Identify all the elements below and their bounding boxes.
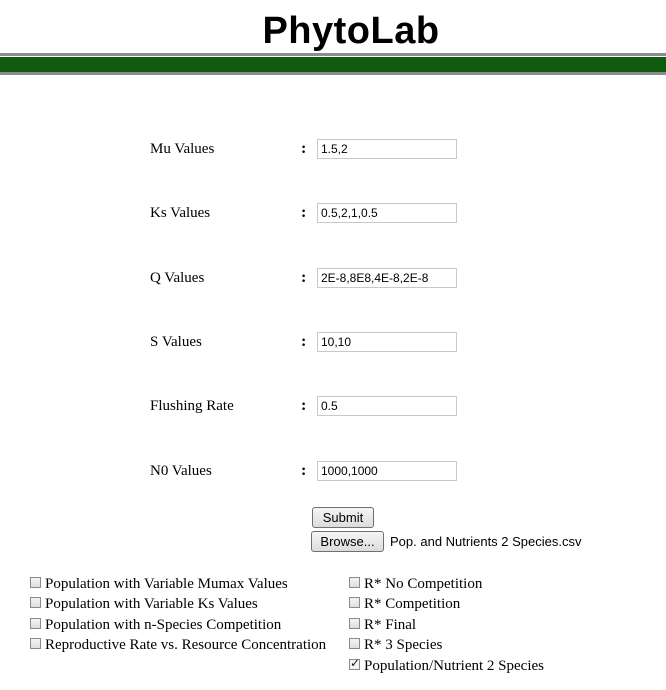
n0-values-input[interactable] — [317, 461, 457, 481]
option-label: R* Competition — [364, 596, 461, 612]
option-n-species-competition[interactable] — [30, 617, 281, 635]
option-rstar-competition[interactable] — [349, 596, 460, 614]
selected-file-name: Pop. and Nutrients 2 Species.csv — [390, 534, 582, 549]
page-title: PhytoLab — [262, 10, 440, 52]
header-rule-bottom — [0, 72, 666, 75]
checkbox[interactable] — [30, 638, 41, 649]
ks-values-label: Ks Values — [150, 205, 211, 221]
header-rule-top — [0, 53, 666, 56]
n0-values-label: N0 Values — [150, 463, 212, 479]
s-values-label: S Values — [150, 334, 202, 350]
checkbox[interactable] — [30, 618, 41, 629]
option-label: R* Final — [364, 617, 417, 633]
option-label: Population/Nutrient 2 Species — [364, 658, 544, 674]
checkbox[interactable] — [349, 597, 360, 608]
colon-separator: : — [301, 462, 307, 479]
option-reproductive-rate[interactable] — [30, 637, 326, 655]
option-label: R* No Competition — [364, 576, 483, 592]
mu-values-input[interactable] — [317, 139, 457, 159]
browse-button[interactable]: Browse... — [311, 531, 384, 552]
checkbox[interactable] — [30, 577, 41, 588]
option-label: R* 3 Species — [364, 637, 443, 653]
colon-separator: : — [301, 140, 307, 157]
s-values-input[interactable] — [317, 332, 457, 352]
option-rstar-3-species[interactable] — [349, 637, 442, 655]
checkbox[interactable] — [349, 638, 360, 649]
option-label: Population with Variable Mumax Values — [45, 576, 288, 592]
option-rstar-no-competition[interactable] — [349, 576, 482, 594]
colon-separator: : — [301, 269, 307, 286]
checkbox[interactable] — [349, 577, 360, 588]
option-label: Population with Variable Ks Values — [45, 596, 258, 612]
q-values-input[interactable] — [317, 268, 457, 288]
checkbox[interactable] — [349, 618, 360, 629]
checkbox-checked[interactable] — [349, 659, 360, 670]
colon-separator: : — [301, 397, 307, 414]
submit-button[interactable]: Submit — [312, 507, 374, 528]
option-label: Reproductive Rate vs. Resource Concentration — [45, 637, 327, 653]
colon-separator: : — [301, 333, 307, 350]
option-label: Population with n-Species Competition — [45, 617, 282, 633]
colon-separator: : — [301, 204, 307, 221]
checkbox[interactable] — [30, 597, 41, 608]
option-rstar-final[interactable] — [349, 617, 416, 635]
option-population-nutrient-2-species[interactable] — [349, 658, 544, 676]
flushing-rate-input[interactable] — [317, 396, 457, 416]
flushing-rate-label: Flushing Rate — [150, 398, 234, 414]
mu-values-label: Mu Values — [150, 141, 215, 157]
option-variable-ks[interactable] — [30, 596, 258, 614]
header-band — [0, 57, 666, 72]
option-variable-mumax[interactable] — [30, 576, 288, 594]
q-values-label: Q Values — [150, 270, 205, 286]
ks-values-input[interactable] — [317, 203, 457, 223]
